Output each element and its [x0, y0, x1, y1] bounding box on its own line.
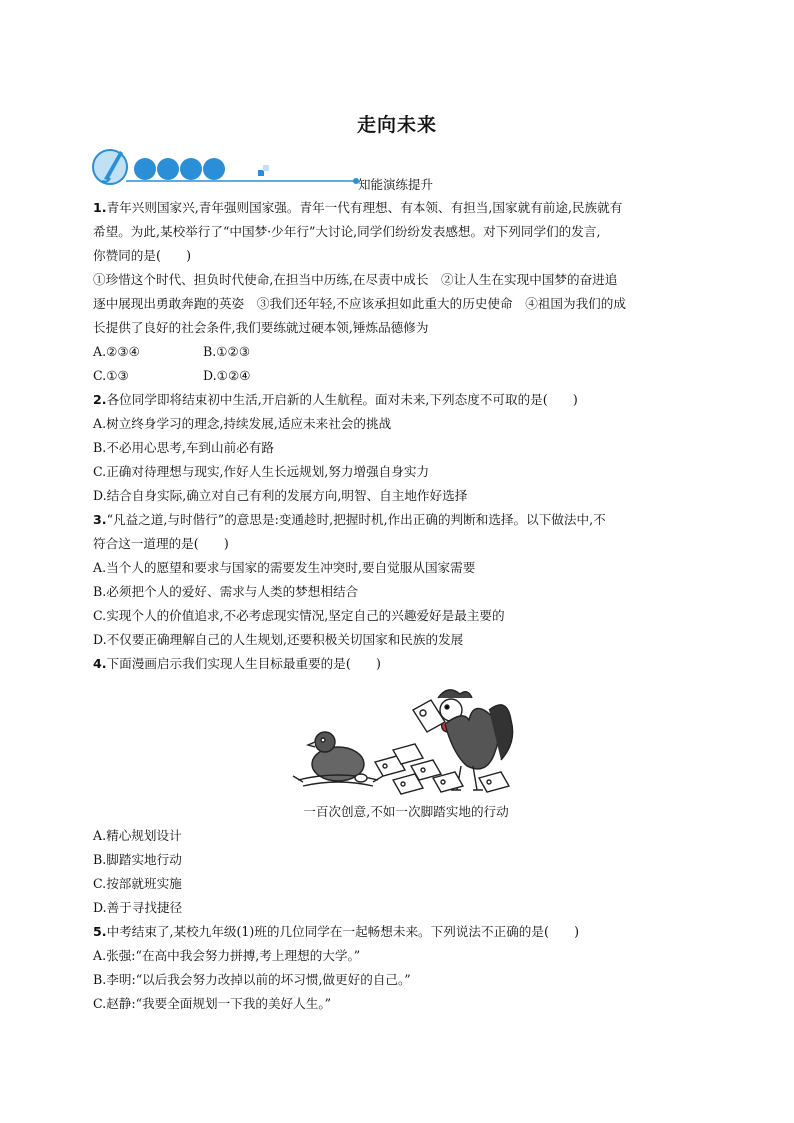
question-stem: 下面漫画启示我们实现人生目标最重要的是( ): [106, 656, 381, 671]
option-b[interactable]: B.不必用心思考,车到山前必有路: [93, 440, 274, 455]
question-4: [93, 652, 703, 920]
dot-icon: [203, 158, 225, 180]
option-c[interactable]: C.正确对待理想与现实,作好人生长远规划,努力增强自身实力: [93, 464, 430, 479]
page-title: 走向未来: [356, 114, 437, 136]
option-b[interactable]: B.①②③: [203, 344, 251, 359]
question-stem: 中考结束了,某校九年级(1)班的几位同学在一起畅想未来。下列说法不正确的是( ): [106, 924, 580, 939]
option-a[interactable]: A.树立终身学习的理念,持续发展,适应未来社会的挑战: [93, 416, 392, 431]
question-stem: “凡益之道,与时偕行”的意思是:变通趁时,把握时机,作出正确的判断和选择。以下做法中,不: [106, 512, 606, 527]
question-number: 5.: [93, 924, 107, 939]
option-d[interactable]: D.不仅要正确理解自己的人生规划,还要积极关切国家和民族的发展: [93, 632, 464, 647]
question-number: 3.: [93, 512, 107, 527]
question-2: [93, 388, 703, 508]
section-label: 知能演练提升: [358, 177, 434, 192]
cartoon-illustration: [93, 680, 703, 800]
hen-and-rooster-cartoon: [93, 680, 703, 800]
option-a[interactable]: A.张强:“在高中我会努力拼搏,考上理想的大学。”: [93, 948, 361, 963]
statement-list: 长提供了良好的社会条件,我们要练就过硬本领,锤炼品德修为: [93, 320, 429, 335]
option-c[interactable]: C.按部就班实施: [93, 876, 182, 891]
question-1: [93, 196, 703, 388]
question-number: 2.: [93, 392, 107, 407]
option-c[interactable]: C.①③: [93, 368, 129, 383]
option-c[interactable]: C.赵静:“我要全面规划一下我的美好人生。”: [93, 996, 332, 1011]
dot-icon: [134, 158, 156, 180]
question-number: 1.: [93, 200, 107, 215]
question-stem: 你赞同的是( ): [93, 248, 191, 263]
option-b[interactable]: B.脚踏实地行动: [93, 852, 182, 867]
option-a[interactable]: A.精心规划设计: [93, 828, 182, 843]
dot-icon: [180, 158, 202, 180]
question-3: [93, 508, 703, 652]
option-b[interactable]: B.必须把个人的爱好、需求与人类的梦想相结合: [93, 584, 359, 599]
dot-icon: [157, 158, 179, 180]
option-a[interactable]: A.②③④: [93, 344, 140, 359]
option-b[interactable]: B.李明:“以后我会努力改掉以前的坏习惯,做更好的自己。”: [93, 972, 411, 987]
option-a[interactable]: A.当个人的愿望和要求与国家的需要发生冲突时,要自觉服从国家需要: [93, 560, 476, 575]
question-stem: 希望。为此,某校举行了“中国梦·少年行”大讨论,同学们纷纷发表感想。对下列同学们的发言,: [93, 224, 601, 239]
statement-list: 逐中展现出勇敢奔跑的英姿 ③我们还年轻,不应该承担如此重大的历史使命 ④祖国为我们的成: [93, 296, 626, 311]
cartoon-caption: 一百次创意,不如一次脚踏实地的行动: [303, 804, 509, 819]
question-stem: 符合这一道理的是( ): [93, 536, 229, 551]
option-c[interactable]: C.实现个人的价值追求,不必考虑现实情况,坚定自己的兴趣爱好是最主要的: [93, 608, 505, 623]
option-d[interactable]: D.结合自身实际,确立对自己有利的发展方向,明智、自主地作好选择: [93, 488, 468, 503]
question-number: 4.: [93, 656, 107, 671]
option-d[interactable]: D.①②④: [203, 368, 251, 383]
statement-list: ①珍惜这个时代、担负时代使命,在担当中历练,在尽责中成长 ②让人生在实现中国梦的奋进追: [93, 272, 618, 287]
option-d[interactable]: D.善于寻找捷径: [93, 900, 183, 915]
question-list: [93, 196, 703, 1016]
question-stem: 青年兴则国家兴,青年强则国家强。青年一代有理想、有本领、有担当,国家就有前途,民族就有: [106, 200, 623, 215]
question-stem: 各位同学即将结束初中生活,开启新的人生航程。面对未来,下列态度不可取的是( ): [106, 392, 578, 407]
question-5: [93, 920, 703, 1016]
